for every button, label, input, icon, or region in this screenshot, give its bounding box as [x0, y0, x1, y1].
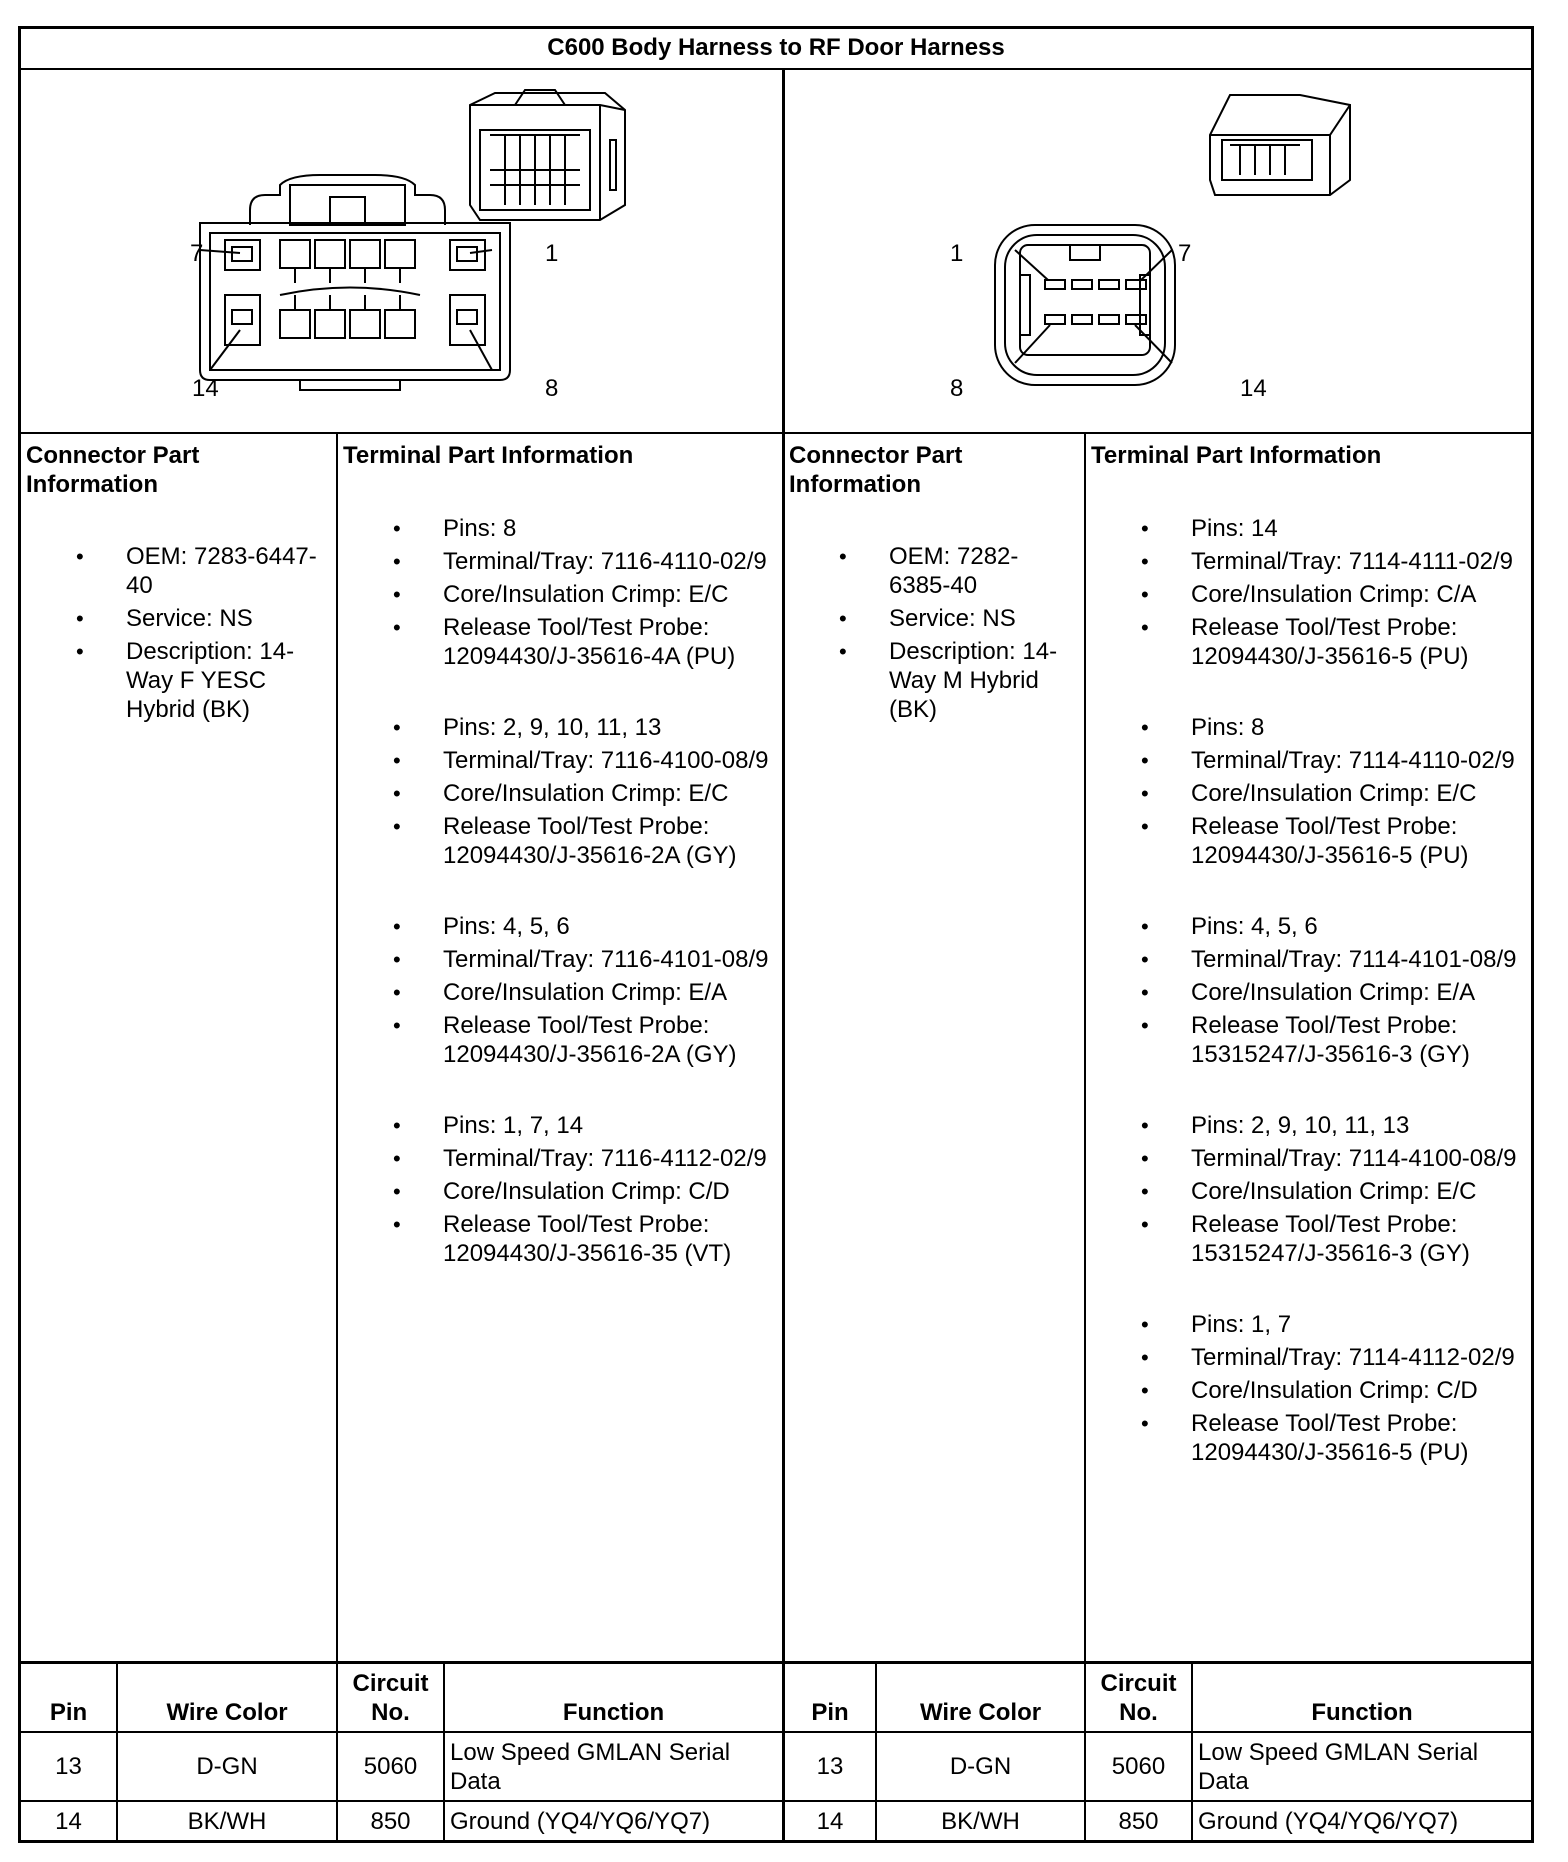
left-terminal-groups [343, 514, 773, 1310]
table-cell-pin: 13 [816, 1753, 844, 1780]
terminal-group [343, 1111, 773, 1268]
list-item: • Release Tool/Test Probe: 12094430/J-35616-2A (GY) [343, 812, 773, 870]
table-cell-wire: BK/WH [187, 1807, 267, 1835]
table-cell-function: Ground (YQ4/YQ6/YQ7) [450, 1807, 711, 1835]
list-item: • Release Tool/Test Probe: 12094430/J-35616-5 (PU) [1091, 1409, 1521, 1467]
left-connector-header: Connector Part Information [26, 442, 200, 498]
left-th-wire: Wire Color [166, 1699, 288, 1726]
list-item: • Core/Insulation Crimp: E/A [1091, 978, 1521, 1007]
list-item: • Pins: 4, 5, 6 [1091, 912, 1521, 941]
frame-left [18, 26, 21, 1843]
list-item: • Service: NS [26, 604, 326, 633]
left-connector-diagram [180, 85, 640, 405]
list-item: • Release Tool/Test Probe: 15315247/J-35616-3 (GY) [1091, 1210, 1521, 1268]
page-title: C600 Body Harness to RF Door Harness [547, 34, 1005, 61]
left-th-function: Function [562, 1699, 665, 1726]
left-th-circuit: Circuit No. [352, 1670, 429, 1726]
left-pin-label-7: 7 [190, 240, 204, 267]
left-pin-label-8: 8 [545, 375, 559, 402]
right-pin-label-1: 1 [950, 240, 964, 267]
list-item: • Description: 14-Way M Hybrid (BK) [789, 637, 1079, 724]
left-pin-label-1: 1 [545, 240, 559, 267]
terminal-group [343, 514, 773, 671]
list-item: • Core/Insulation Crimp: E/C [1091, 1177, 1521, 1206]
table-cell-function: Low Speed GMLAN Serial Data [1198, 1738, 1479, 1795]
list-item: • Core/Insulation Crimp: E/C [1091, 779, 1521, 808]
list-item: • Terminal/Tray: 7116-4101-08/9 [343, 945, 773, 974]
list-item: • Core/Insulation Crimp: E/A [343, 978, 773, 1007]
list-item: • Release Tool/Test Probe: 12094430/J-35616-5 (PU) [1091, 812, 1521, 870]
frame-bottom [18, 1840, 1534, 1843]
right-connector-info [789, 542, 1079, 728]
table-cell-circuit: 5060 [363, 1753, 418, 1780]
list-item: • Pins: 14 [1091, 514, 1521, 543]
list-item: • Terminal/Tray: 7116-4110-02/9 [343, 547, 773, 576]
list-item: • Terminal/Tray: 7114-4110-02/9 [1091, 746, 1521, 775]
list-item: • Core/Insulation Crimp: C/A [1091, 580, 1521, 609]
table-cell-function: Low Speed GMLAN Serial Data [450, 1738, 731, 1795]
terminal-group [1091, 713, 1521, 870]
list-item: • Release Tool/Test Probe: 12094430/J-35616-35 (VT) [343, 1210, 773, 1268]
list-item: • Pins: 1, 7, 14 [343, 1111, 773, 1140]
list-item: • Pins: 8 [1091, 713, 1521, 742]
list-item: • Release Tool/Test Probe: 12094430/J-35616-5 (PU) [1091, 613, 1521, 671]
left-terminal-header: Terminal Part Information [343, 442, 634, 469]
list-item: • Core/Insulation Crimp: E/C [343, 580, 773, 609]
table-cell-circuit: 850 [370, 1807, 411, 1835]
right-pin-label-7: 7 [1178, 240, 1192, 267]
list-item: • Pins: 4, 5, 6 [343, 912, 773, 941]
right-pin-label-14: 14 [1240, 375, 1267, 402]
right-pin-label-8: 8 [950, 375, 964, 402]
table-cell-function: Ground (YQ4/YQ6/YQ7) [1198, 1807, 1459, 1835]
table-cell-wire: D-GN [196, 1753, 258, 1780]
terminal-group [343, 713, 773, 870]
left-connector-info [26, 542, 326, 728]
left-pin-label-14: 14 [192, 375, 219, 402]
right-connector-diagram [960, 85, 1380, 405]
list-item: • Core/Insulation Crimp: C/D [1091, 1376, 1521, 1405]
table-cell-circuit: 850 [1118, 1807, 1159, 1835]
list-item: • Terminal/Tray: 7114-4111-02/9 [1091, 547, 1521, 576]
list-item: • Pins: 2, 9, 10, 11, 13 [1091, 1111, 1521, 1140]
list-item: • Terminal/Tray: 7114-4100-08/9 [1091, 1144, 1521, 1173]
list-item: • Core/Insulation Crimp: E/C [343, 779, 773, 808]
terminal-group [1091, 912, 1521, 1069]
table-cell-circuit: 5060 [1111, 1753, 1166, 1780]
right-th-circuit: Circuit No. [1100, 1670, 1177, 1726]
table-cell-wire: BK/WH [941, 1807, 1020, 1835]
list-item: • Pins: 8 [343, 514, 773, 543]
list-item: • Terminal/Tray: 7116-4112-02/9 [343, 1144, 773, 1173]
left-th-pin: Pin [49, 1699, 88, 1726]
list-item: • Description: 14-Way F YESC Hybrid (BK) [26, 637, 326, 724]
rule-center [782, 68, 785, 1843]
terminal-group [343, 912, 773, 1069]
right-terminal-groups [1091, 514, 1521, 1509]
list-item: • Service: NS [789, 604, 1079, 633]
terminal-group [1091, 1310, 1521, 1467]
rule-left-info [336, 432, 338, 1664]
table-cell-pin: 14 [55, 1807, 82, 1835]
list-item: • Terminal/Tray: 7114-4101-08/9 [1091, 945, 1521, 974]
rule-right-info [1084, 432, 1086, 1664]
frame-right [1531, 26, 1534, 1843]
rule-title [18, 68, 1534, 70]
rule-diagram [18, 432, 1534, 434]
list-item: • Release Tool/Test Probe: 12094430/J-35616-4A (PU) [343, 613, 773, 671]
right-th-function: Function [1311, 1699, 1413, 1726]
right-th-pin: Pin [811, 1699, 849, 1726]
terminal-group [1091, 1111, 1521, 1268]
list-item: • Core/Insulation Crimp: C/D [343, 1177, 773, 1206]
list-item: • Terminal/Tray: 7116-4100-08/9 [343, 746, 773, 775]
list-item: • Release Tool/Test Probe: 15315247/J-35616-3 (GY) [1091, 1011, 1521, 1069]
list-item: • Release Tool/Test Probe: 12094430/J-35616-2A (GY) [343, 1011, 773, 1069]
list-item: • Pins: 2, 9, 10, 11, 13 [343, 713, 773, 742]
list-item: • Pins: 1, 7 [1091, 1310, 1521, 1339]
list-item: • Terminal/Tray: 7114-4112-02/9 [1091, 1343, 1521, 1372]
table-cell-pin: 14 [816, 1807, 844, 1835]
table-cell-wire: D-GN [949, 1753, 1012, 1780]
list-item: • OEM: 7282-6385-40 [789, 542, 1079, 600]
table-cell-pin: 13 [55, 1753, 82, 1780]
terminal-group [1091, 514, 1521, 671]
list-item: • OEM: 7283-6447-40 [26, 542, 326, 600]
right-terminal-header: Terminal Part Information [1091, 442, 1382, 469]
right-connector-header: Connector Part Information [789, 442, 963, 498]
right-th-wire: Wire Color [919, 1699, 1042, 1726]
